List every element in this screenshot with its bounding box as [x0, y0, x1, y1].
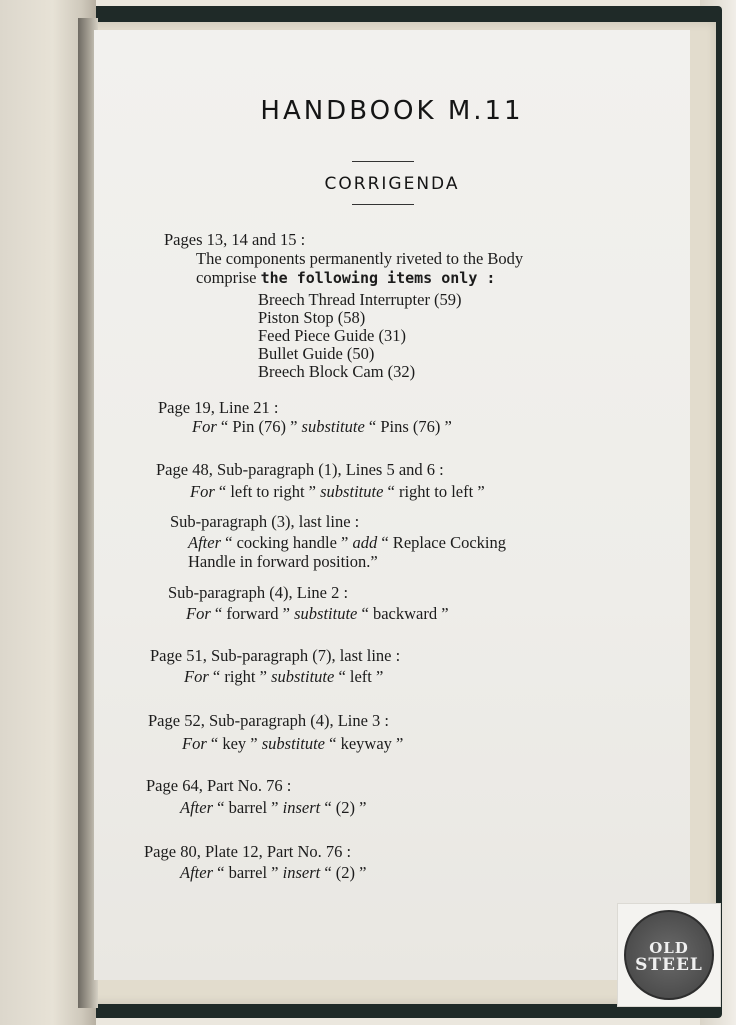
entry-text: Handle in forward position.” — [188, 552, 378, 571]
entry-text: After “ cocking handle ” add “ Replace Cocking — [188, 533, 506, 552]
entry-text: For “ Pin (76) ” substitute “ Pins (76) ” — [192, 417, 452, 436]
watermark-seal — [624, 910, 714, 1000]
list-item: Bullet Guide (50) — [258, 344, 375, 363]
list-item: Breech Block Cam (32) — [258, 362, 416, 381]
watermark-line1: OLD — [649, 939, 689, 957]
entry-text: After “ barrel ” insert “ (2) ” — [180, 863, 367, 882]
entry-text: The components permanently riveted to the Body — [196, 249, 524, 268]
entry-text: After “ barrel ” insert “ (2) ” — [180, 798, 367, 817]
entry-text: For “ key ” substitute “ keyway ” — [182, 734, 404, 753]
watermark-line2: STEEL — [635, 955, 703, 975]
entry-heading: Page 52, Sub-paragraph (4), Line 3 : — [148, 711, 390, 730]
list-item: Piston Stop (58) — [258, 308, 366, 327]
entry-heading: Pages 13, 14 and 15 : — [164, 230, 306, 249]
entry-heading: Sub-paragraph (4), Line 2 : — [168, 583, 349, 602]
entry-text: For “ right ” substitute “ left ” — [184, 667, 384, 686]
entry-heading: Page 64, Part No. 76 : — [146, 776, 292, 795]
entry-text: For “ forward ” substitute “ backward ” — [186, 604, 449, 623]
corrigenda-leaf — [94, 30, 690, 980]
list-item: Feed Piece Guide (31) — [258, 326, 406, 345]
entry-heading: Page 48, Sub-paragraph (1), Lines 5 and 6 : — [156, 460, 444, 479]
entry-text: For “ left to right ” substitute “ right to left ” — [190, 482, 485, 501]
entry-heading: Sub-paragraph (3), last line : — [170, 512, 360, 531]
title-divider-bottom — [352, 204, 414, 205]
entry-heading: Page 19, Line 21 : — [158, 398, 279, 417]
document-title: HANDBOOK M.11 — [260, 96, 524, 126]
title-divider-top — [352, 161, 414, 162]
entry-heading: Page 80, Plate 12, Part No. 76 : — [144, 842, 352, 861]
entry-text: comprise the following items only : — [196, 268, 496, 287]
entry-heading: Page 51, Sub-paragraph (7), last line : — [150, 646, 401, 665]
watermark-logo — [617, 903, 721, 1007]
document-subtitle: CORRIGENDA — [324, 174, 460, 194]
list-item: Breech Thread Interrupter (59) — [258, 290, 462, 309]
